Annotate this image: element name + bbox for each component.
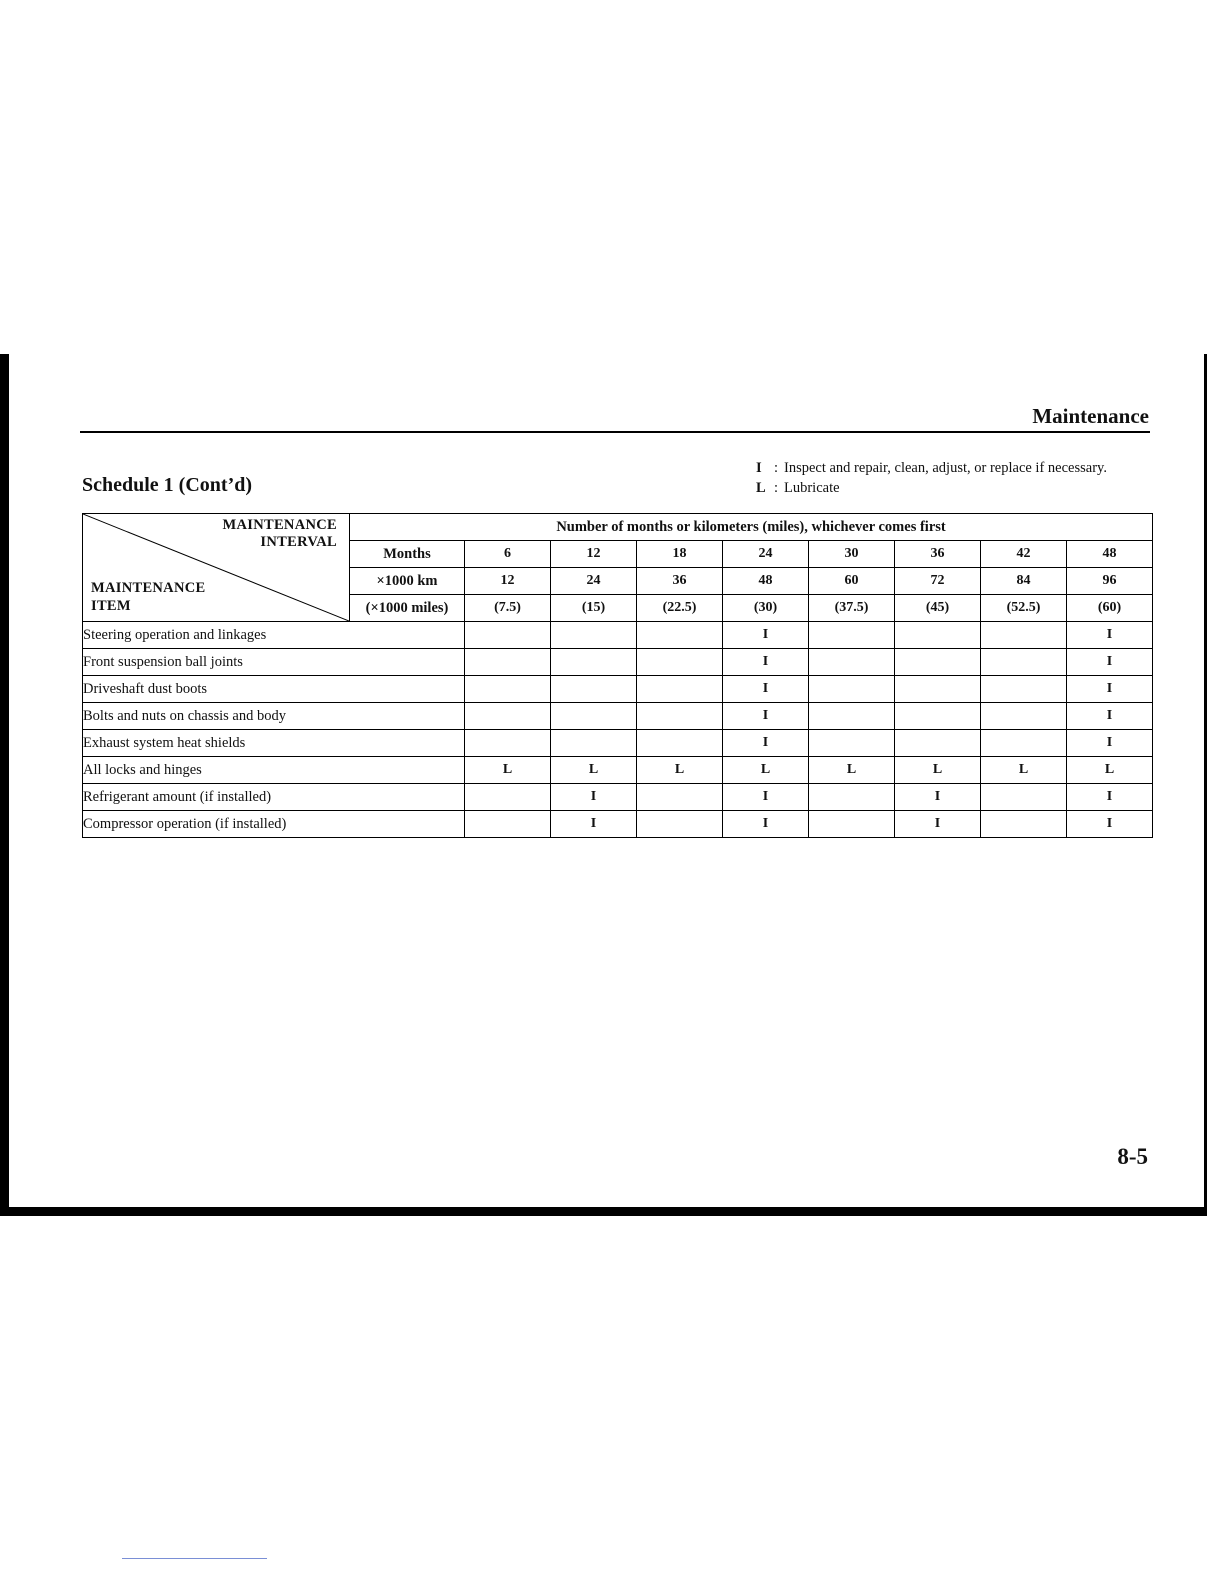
- bottom-border-bar: [0, 1207, 1207, 1216]
- schedule-mark-cell: I: [895, 784, 981, 811]
- interval-value: 72: [895, 568, 981, 595]
- schedule-mark-cell: [981, 730, 1067, 757]
- schedule-mark-cell: [465, 730, 551, 757]
- interval-value: 48: [723, 568, 809, 595]
- maintenance-schedule-table: [82, 513, 1153, 838]
- schedule-mark-cell: [637, 622, 723, 649]
- table-row: [83, 811, 1153, 838]
- schedule-mark-cell: [551, 730, 637, 757]
- schedule-mark-cell: [637, 703, 723, 730]
- interval-value: 60: [809, 568, 895, 595]
- maintenance-item-name: All locks and hinges: [83, 757, 465, 784]
- schedule-mark-cell: [809, 811, 895, 838]
- schedule-mark-cell: [809, 649, 895, 676]
- schedule-mark-cell: [809, 703, 895, 730]
- schedule-mark-cell: [465, 649, 551, 676]
- schedule-mark-cell: [465, 703, 551, 730]
- schedule-mark-cell: I: [723, 784, 809, 811]
- schedule-mark-cell: [981, 676, 1067, 703]
- maintenance-item-name: Steering operation and linkages: [83, 622, 465, 649]
- schedule-mark-cell: [809, 730, 895, 757]
- maintenance-item-name: Bolts and nuts on chassis and body: [83, 703, 465, 730]
- left-border-bar: [0, 354, 9, 1216]
- interval-span-header: Number of months or kilometers (miles), whichever comes first: [350, 514, 1153, 541]
- interval-value: (30): [723, 595, 809, 622]
- schedule-mark-cell: [637, 811, 723, 838]
- schedule-mark-cell: [981, 811, 1067, 838]
- schedule-mark-cell: [895, 649, 981, 676]
- item-label: MAINTENANCE ITEM: [91, 580, 206, 614]
- schedule-mark-cell: [981, 649, 1067, 676]
- schedule-mark-cell: [809, 622, 895, 649]
- schedule-mark-cell: I: [723, 622, 809, 649]
- maintenance-item-name: Compressor operation (if installed): [83, 811, 465, 838]
- schedule-mark-cell: [551, 703, 637, 730]
- schedule-title: Schedule 1 (Cont’d): [82, 474, 253, 496]
- interval-value: 42: [981, 541, 1067, 568]
- interval-value: 6: [465, 541, 551, 568]
- schedule-mark-cell: I: [723, 649, 809, 676]
- right-border-bar: [1204, 354, 1207, 1216]
- legend-text: Lubricate: [784, 480, 840, 496]
- schedule-mark-cell: I: [723, 730, 809, 757]
- interval-value: (45): [895, 595, 981, 622]
- legend-item-inspect: I : Inspect and repair, clean, adjust, or replace if necessary.: [756, 460, 1107, 476]
- schedule-mark-cell: L: [1067, 757, 1153, 784]
- schedule-mark-cell: I: [551, 811, 637, 838]
- schedule-mark-cell: I: [723, 703, 809, 730]
- schedule-mark-cell: I: [723, 811, 809, 838]
- header-divider: [80, 431, 1150, 433]
- interval-value: (52.5): [981, 595, 1067, 622]
- schedule-mark-cell: [465, 676, 551, 703]
- table-row: [83, 676, 1153, 703]
- maintenance-item-name: Driveshaft dust boots: [83, 676, 465, 703]
- schedule-mark-cell: [637, 649, 723, 676]
- schedule-mark-cell: [637, 730, 723, 757]
- table-row: [83, 784, 1153, 811]
- interval-value: 12: [465, 568, 551, 595]
- interval-value: 12: [551, 541, 637, 568]
- interval-value: 24: [551, 568, 637, 595]
- schedule-mark-cell: [895, 622, 981, 649]
- schedule-mark-cell: [465, 811, 551, 838]
- schedule-mark-cell: I: [1067, 703, 1153, 730]
- schedule-mark-cell: L: [981, 757, 1067, 784]
- schedule-mark-cell: I: [895, 811, 981, 838]
- interval-value: 84: [981, 568, 1067, 595]
- interval-row-label: ×1000 km: [350, 568, 465, 595]
- schedule-mark-cell: [637, 676, 723, 703]
- schedule-mark-cell: I: [551, 784, 637, 811]
- schedule-mark-cell: [981, 703, 1067, 730]
- schedule-mark-cell: L: [551, 757, 637, 784]
- schedule-mark-cell: L: [723, 757, 809, 784]
- legend-key: I: [756, 460, 762, 476]
- maintenance-item-name: Exhaust system heat shields: [83, 730, 465, 757]
- schedule-mark-cell: [465, 784, 551, 811]
- interval-row-label: (×1000 miles): [350, 595, 465, 622]
- interval-value: 36: [637, 568, 723, 595]
- schedule-mark-cell: [981, 784, 1067, 811]
- interval-value: (15): [551, 595, 637, 622]
- table-row: [83, 622, 1153, 649]
- schedule-mark-cell: [809, 676, 895, 703]
- interval-value: 24: [723, 541, 809, 568]
- section-title: Maintenance: [1032, 404, 1149, 428]
- schedule-mark-cell: [465, 622, 551, 649]
- schedule-mark-cell: I: [723, 676, 809, 703]
- interval-value: 48: [1067, 541, 1153, 568]
- interval-value: 96: [1067, 568, 1153, 595]
- schedule-mark-cell: [551, 676, 637, 703]
- maintenance-item-name: Front suspension ball joints: [83, 649, 465, 676]
- schedule-mark-cell: [637, 784, 723, 811]
- interval-value: 36: [895, 541, 981, 568]
- schedule-mark-cell: [551, 622, 637, 649]
- schedule-mark-cell: [981, 622, 1067, 649]
- interval-value: (37.5): [809, 595, 895, 622]
- schedule-mark-cell: L: [637, 757, 723, 784]
- schedule-mark-cell: [809, 784, 895, 811]
- table-row: [83, 703, 1153, 730]
- legend-text: Inspect and repair, clean, adjust, or replace if necessary.: [784, 460, 1107, 476]
- interval-value: (22.5): [637, 595, 723, 622]
- legend-item-lubricate: L : Lubricate: [756, 480, 840, 496]
- schedule-mark-cell: [895, 676, 981, 703]
- schedule-mark-cell: I: [1067, 730, 1153, 757]
- interval-value: 18: [637, 541, 723, 568]
- interval-value: 30: [809, 541, 895, 568]
- schedule-mark-cell: I: [1067, 622, 1153, 649]
- schedule-mark-cell: L: [809, 757, 895, 784]
- interval-value: (7.5): [465, 595, 551, 622]
- table-corner-header: [83, 514, 350, 622]
- schedule-mark-cell: L: [465, 757, 551, 784]
- schedule-mark-cell: I: [1067, 811, 1153, 838]
- interval-value: (60): [1067, 595, 1153, 622]
- table-row: [83, 757, 1153, 784]
- schedule-mark-cell: I: [1067, 784, 1153, 811]
- maintenance-item-name: Refrigerant amount (if installed): [83, 784, 465, 811]
- schedule-mark-cell: I: [1067, 676, 1153, 703]
- table-row: [83, 649, 1153, 676]
- page-number: 8-5: [1117, 1144, 1148, 1169]
- legend: [756, 458, 1107, 498]
- schedule-mark-cell: [895, 730, 981, 757]
- schedule-mark-cell: [895, 703, 981, 730]
- schedule-mark-cell: L: [895, 757, 981, 784]
- interval-row-label: Months: [350, 541, 465, 568]
- table-row: [83, 730, 1153, 757]
- interval-label: MAINTENANCE INTERVAL: [222, 517, 337, 550]
- footer-link-line: [122, 1558, 267, 1559]
- legend-key: L: [756, 480, 766, 496]
- schedule-mark-cell: I: [1067, 649, 1153, 676]
- schedule-mark-cell: [551, 649, 637, 676]
